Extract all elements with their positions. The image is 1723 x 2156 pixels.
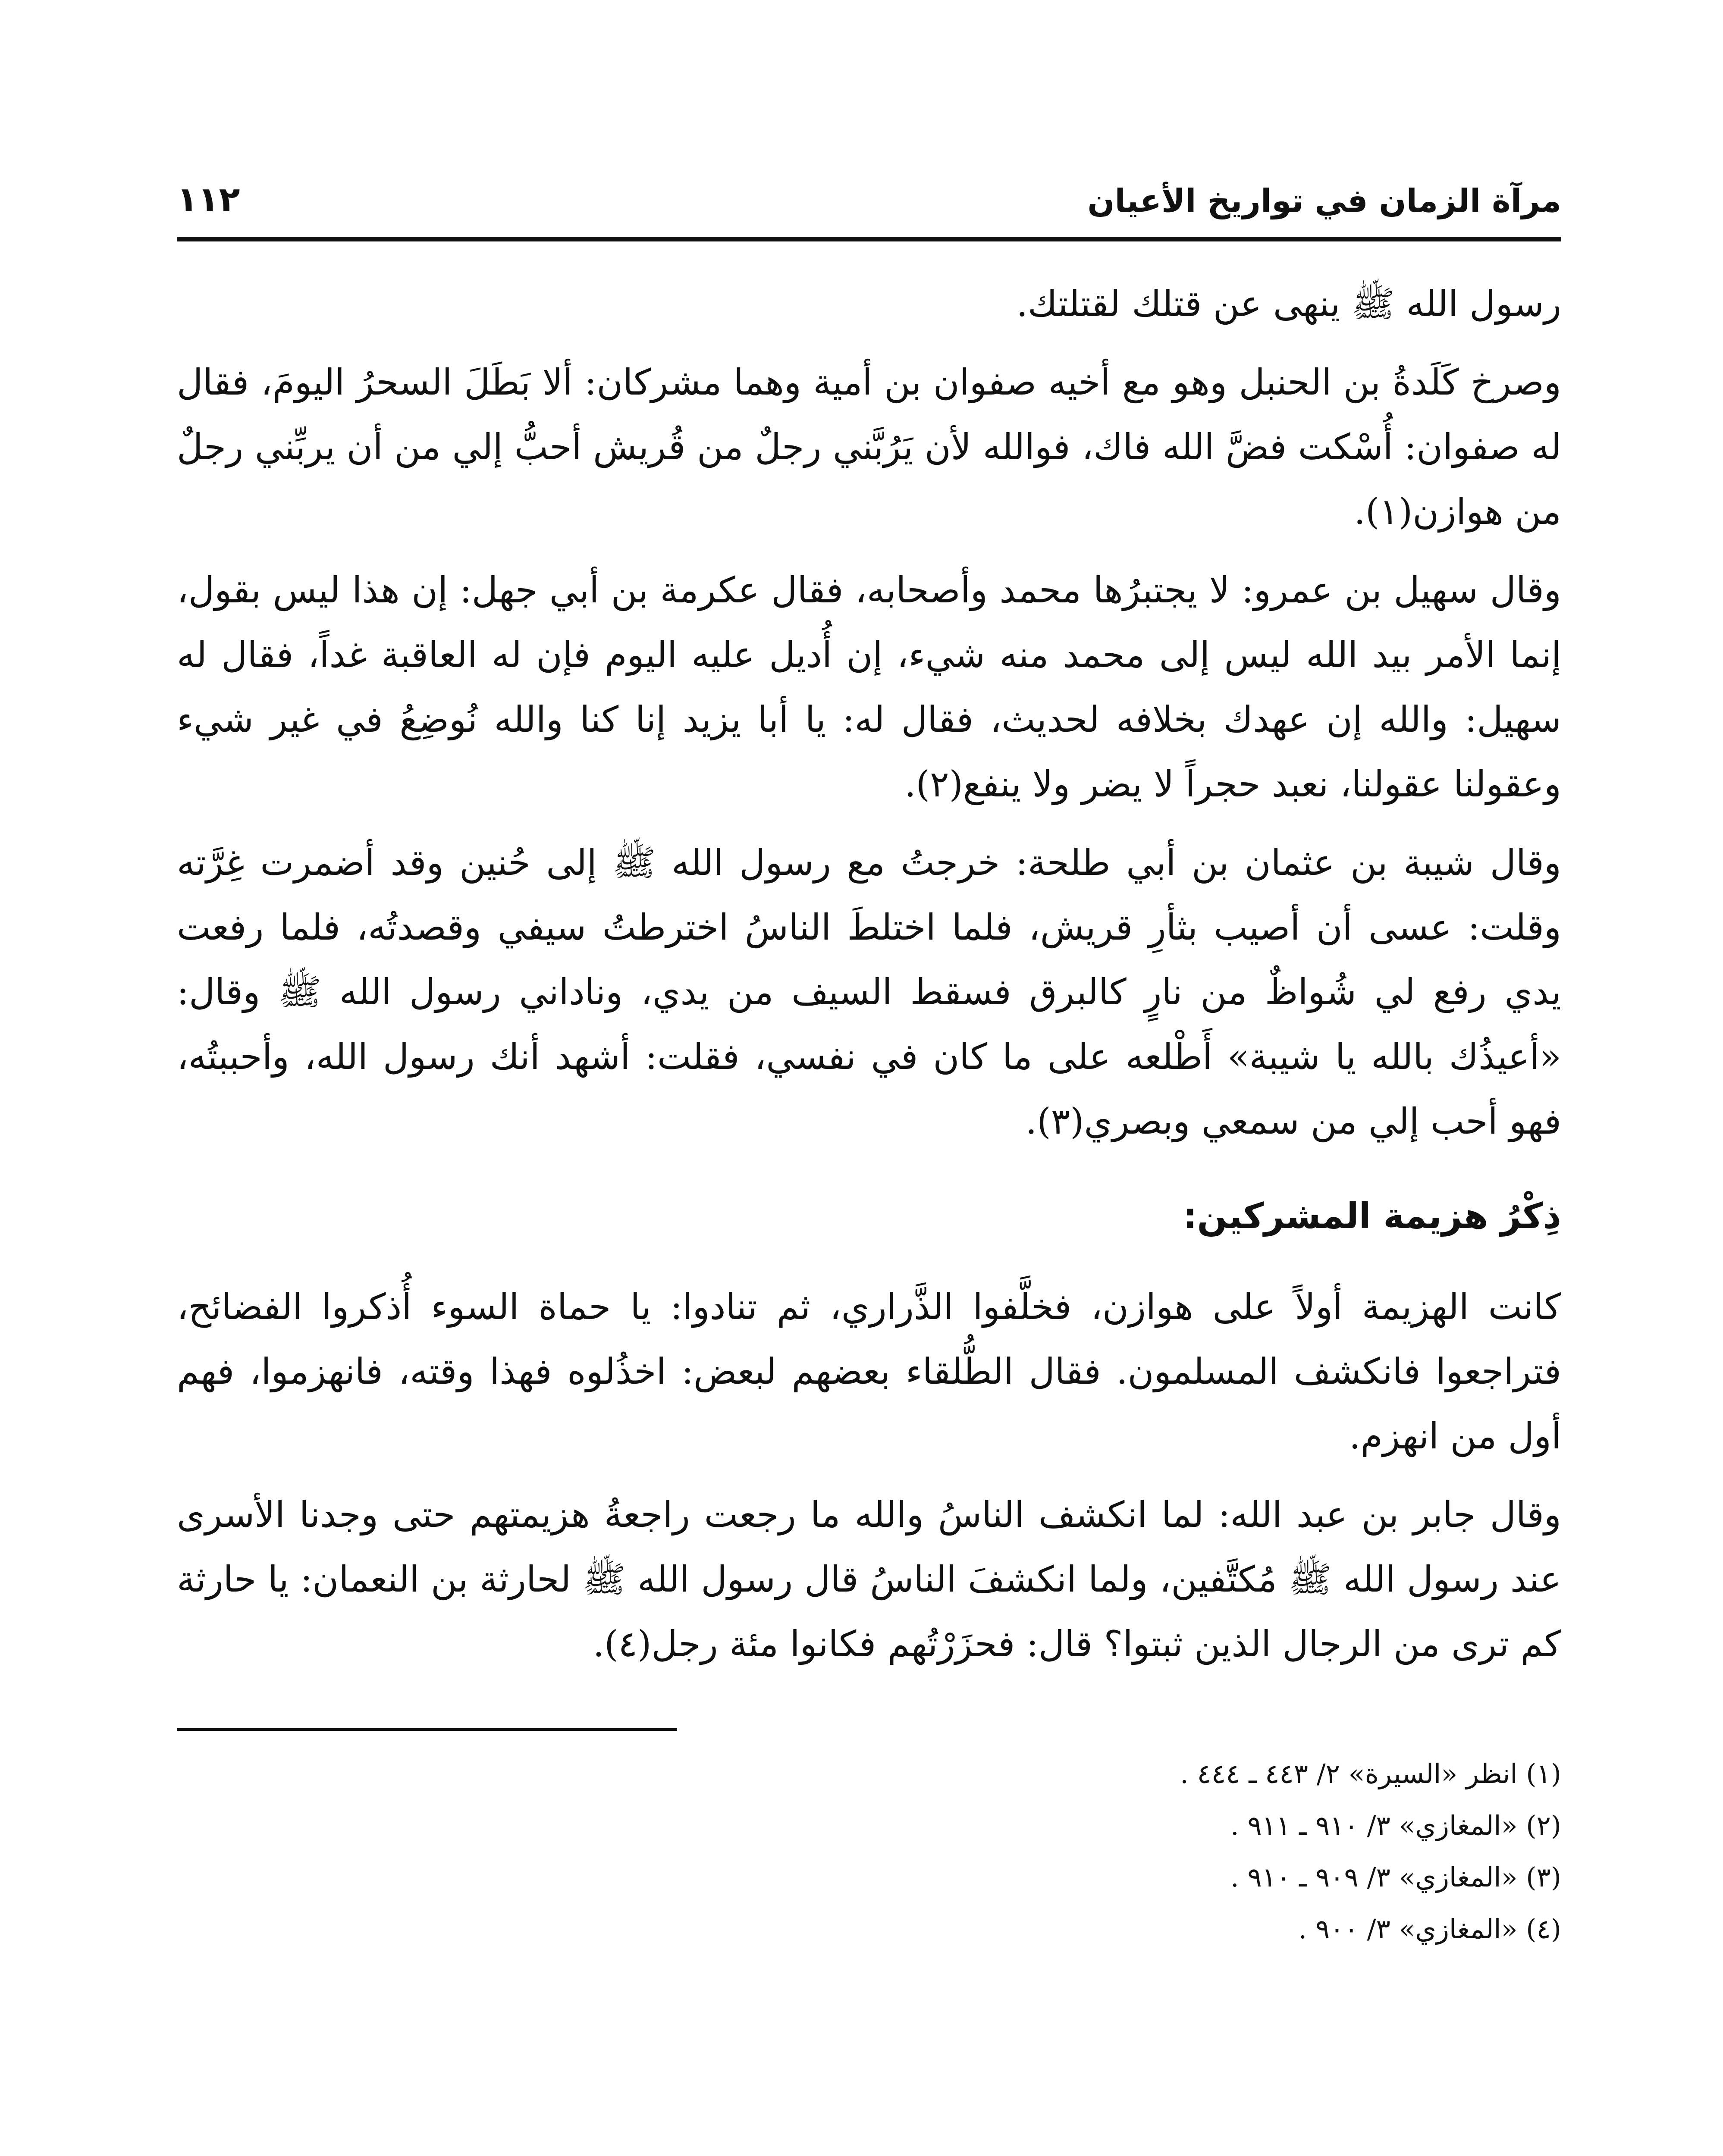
running-title: مرآة الزمان في تواريخ الأعيان — [1087, 182, 1561, 219]
paragraph-5: كانت الهزيمة أولاً على هوازن، فخلَّفوا الذَّراري، ثم تنادوا: يا حماة السوء أُذكروا الفضائح، فتراجعوا فانكشف المسلمون. فقال الطُّلقاء بعضهم لبعض: اخذُلوه فهذا وقته، فانهزموا، فهم أول من انهزم. — [177, 1286, 1561, 1457]
footnote-1: (١) انظر «السيرة» ٢/ ٤٤٣ ـ ٤٤٤ . — [1180, 1758, 1561, 1789]
running-head — [177, 129, 1561, 241]
paragraph-1: رسول الله ﷺ ينهى عن قتلك لقتلتك. — [1016, 283, 1561, 325]
paragraph-3: وقال سهيل بن عمرو: لا يجتبرُها محمد وأصحابه، فقال عكرمة بن أبي جهل: إن هذا ليس بقول، إنما الأمر بيد الله ليس إلى محمد منه شيء، إن أُديل عليه اليوم فإن له العاقبة غداً، فقال له سهيل: والله إن عهدك بخلافه لحديث، فقال له: يا أبا يزيد إنا كنا والله نُوضِعُ في غير شيء وعقولنا عقولنا، نعبد حجراً لا يضر ولا ينفع(٢). — [177, 569, 1561, 805]
footnote-4: (٤) «المغازي» ٣/ ٩٠٠ . — [1298, 1913, 1561, 1945]
page-number: ١١٢ — [177, 179, 240, 219]
book-page — [177, 129, 1561, 2156]
footnotes — [177, 1748, 1561, 1955]
paragraph-2: وصرخ كَلَدةُ بن الحنبل وهو مع أخيه صفوان بن أمية وهما مشركان: ألا بَطَلَ السحرُ اليومَ، فقال له صفوان: أُسْكت فضَّ الله فاك، فوالله لأن يَرُبَّني رجلٌ من قُريش أحبُّ إلي من أن يربِّني رجلٌ من هوازن(١). — [177, 361, 1561, 533]
footnote-separator — [177, 1728, 677, 1731]
paragraph-4: وقال شيبة بن عثمان بن أبي طلحة: خرجتُ مع رسول الله ﷺ إلى حُنين وقد أضمرت غِرَّته وقلت: عسى أن أصيب بثأرِ قريش، فلما اختلطَ الناسُ اخترطتُ سيفي وقصدتُه، فلما رفعت يدي رفع لي شُواظٌ من نارٍ كالبرق فسقط السيف من يدي، وناداني رسول الله ﷺ وقال: «أعيذُك بالله يا شيبة» أَطْلعه على ما كان في نفسي، فقلت: أشهد أنك رسول الله، وأحببتُه، فهو أحب إلي من سمعي وبصري(٣). — [177, 842, 1561, 1142]
body-text — [177, 272, 1561, 1677]
paragraph-6: وقال جابر بن عبد الله: لما انكشف الناسُ والله ما رجعت راجعةُ هزيمتهم حتى وجدنا الأسرى عند رسول الله ﷺ مُكتَّفين، ولما انكشفَ الناسُ قال رسول الله ﷺ لحارثة بن النعمان: يا حارثة كم ترى من الرجال الذين ثبتوا؟ قال: فحزَرْتُهم فكانوا مئة رجل(٤). — [177, 1494, 1561, 1665]
footnote-2: (٢) «المغازي» ٣/ ٩١٠ ـ ٩١١ . — [1230, 1810, 1561, 1841]
section-heading: ذِكْرُ هزيمة المشركين: — [1183, 1196, 1561, 1237]
footnote-3: (٣) «المغازي» ٣/ ٩٠٩ ـ ٩١٠ . — [1230, 1861, 1561, 1893]
